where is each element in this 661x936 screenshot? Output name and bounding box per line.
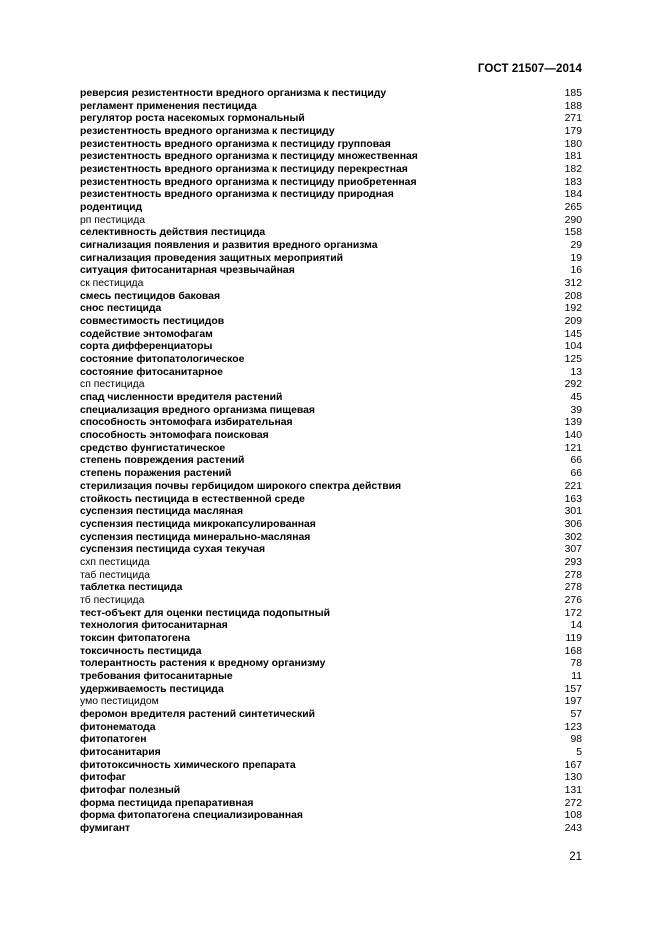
- index-term: резистентность вредного организма к пестициду приобретенная: [80, 176, 417, 188]
- index-entry: [80, 367, 582, 380]
- index-entry: [80, 379, 582, 392]
- index-entry: [80, 101, 582, 114]
- index-page-ref: 208: [564, 290, 582, 302]
- index-page-ref: 302: [564, 531, 582, 543]
- index-page-ref: 188: [564, 100, 582, 112]
- index-entry: [80, 405, 582, 418]
- index-term: фитосанитария: [80, 746, 161, 758]
- index-entry: [80, 481, 582, 494]
- index-entry: [80, 582, 582, 595]
- index-term: суспензия пестицида микрокапсулированная: [80, 518, 316, 530]
- index-entry: [80, 417, 582, 430]
- page-number: 21: [569, 851, 582, 863]
- index-term: степень повреждения растений: [80, 455, 245, 467]
- index-page-ref: 184: [564, 189, 582, 201]
- index-term: феромон вредителя растений синтетический: [80, 708, 316, 720]
- index-entry: [80, 392, 582, 405]
- index-term: суспензия пестицида минерально-масляная: [80, 531, 311, 543]
- index-entry: [80, 303, 582, 316]
- index-entry: [80, 646, 582, 659]
- index-page-ref: 209: [564, 316, 582, 328]
- index-entry: [80, 278, 582, 291]
- index-term: схп пестицида: [80, 556, 150, 568]
- index-page-ref: 180: [564, 138, 582, 150]
- index-page-ref: 119: [565, 632, 582, 644]
- index-entry: [80, 316, 582, 329]
- index-entry: [80, 164, 582, 177]
- index-entry: [80, 240, 582, 253]
- index-term: регламент применения пестицида: [80, 100, 257, 112]
- index-page-ref: 221: [564, 480, 582, 492]
- index-page-ref: 131: [564, 784, 582, 796]
- index-term: резистентность вредного организма к пестициду природная: [80, 189, 394, 201]
- index-term: сигнализация появления и развития вредного организма: [80, 240, 378, 252]
- index-term: толерантность растения к вредному организму: [80, 658, 326, 670]
- index-entry: [80, 532, 582, 545]
- index-term: совместимость пестицидов: [80, 316, 225, 328]
- index-term: селективность действия пестицида: [80, 227, 266, 239]
- index-entry: [80, 151, 582, 164]
- index-entry: [80, 253, 582, 266]
- index-term: фумигант: [80, 822, 131, 834]
- index-term: сп пестицида: [80, 379, 145, 391]
- index-page-ref: 307: [564, 544, 582, 556]
- index-entry: [80, 620, 582, 633]
- index-page-ref: 276: [564, 594, 582, 606]
- index-page-ref: 292: [564, 379, 582, 391]
- index-entry: [80, 734, 582, 747]
- index-page-ref: 5: [576, 746, 582, 758]
- index-entry: [80, 506, 582, 519]
- index-entry: [80, 658, 582, 671]
- index-page-ref: 57: [570, 708, 582, 720]
- index-page-ref: 14: [570, 620, 582, 632]
- index-entry: [80, 798, 582, 811]
- index-term: стерилизация почвы гербицидом широкого спектра действия: [80, 480, 402, 492]
- index-page-ref: 272: [564, 797, 582, 809]
- index-term: резистентность вредного организма к пестициду групповая: [80, 138, 391, 150]
- index-term: специализация вредного организма пищевая: [80, 404, 315, 416]
- index-entry: [80, 189, 582, 202]
- index-term: ситуация фитосанитарная чрезвычайная: [80, 265, 295, 277]
- index-entry: [80, 747, 582, 760]
- index-term: технология фитосанитарная: [80, 620, 228, 632]
- index-page-ref: 290: [564, 214, 582, 226]
- index-entry: [80, 696, 582, 709]
- index-page-ref: 179: [564, 126, 582, 138]
- index-page-ref: 278: [564, 582, 582, 594]
- index-term: регулятор роста насекомых гормональный: [80, 113, 305, 125]
- index-term: спад численности вредителя растений: [80, 392, 283, 404]
- index-entry: [80, 760, 582, 773]
- index-page-ref: 181: [564, 151, 582, 163]
- index-page-ref: 16: [570, 265, 582, 277]
- index-term: средство фунгистатическое: [80, 442, 226, 454]
- index-page-ref: 182: [564, 164, 582, 176]
- index-entry: [80, 684, 582, 697]
- index-page-ref: 29: [570, 240, 582, 252]
- index-page-ref: 121: [564, 442, 582, 454]
- index-page-ref: 168: [564, 645, 582, 657]
- index-term: способность энтомофага поисковая: [80, 430, 269, 442]
- index-term: форма фитопатогена специализированная: [80, 810, 303, 822]
- index-entry: [80, 785, 582, 798]
- index-page-ref: 265: [564, 202, 582, 214]
- index-term: родентицид: [80, 202, 143, 214]
- index-page-ref: 197: [564, 696, 582, 708]
- index-entry: [80, 341, 582, 354]
- index-page-ref: 66: [570, 468, 582, 480]
- index-entry: [80, 227, 582, 240]
- index-page-ref: 172: [564, 607, 582, 619]
- index-term: смесь пестицидов баковая: [80, 290, 221, 302]
- index-term: удерживаемость пестицида: [80, 683, 224, 695]
- index-term: форма пестицида препаративная: [80, 797, 254, 809]
- index-entry: [80, 430, 582, 443]
- index-page-ref: 271: [564, 113, 582, 125]
- index-entry: [80, 126, 582, 139]
- index-term: реверсия резистентности вредного организма к пестициду: [80, 88, 387, 99]
- index-entry: [80, 544, 582, 557]
- document-header: ГОСТ 21507—2014: [477, 63, 582, 75]
- index-entry: [80, 202, 582, 215]
- index-term: рп пестицида: [80, 214, 146, 226]
- index-page-ref: 301: [564, 506, 582, 518]
- index-entry: [80, 468, 582, 481]
- index-page-ref: 192: [564, 303, 582, 315]
- index-term: резистентность вредного организма к пестициду: [80, 126, 335, 138]
- index-page-ref: 139: [564, 417, 582, 429]
- index-page-ref: 312: [564, 278, 582, 290]
- index-entry: [80, 113, 582, 126]
- index-entry: [80, 595, 582, 608]
- index-entry: [80, 557, 582, 570]
- index-term: фитотоксичность химического препарата: [80, 759, 296, 771]
- index-page-ref: 66: [570, 455, 582, 467]
- index-page-ref: 104: [564, 341, 582, 353]
- index-term: таблетка пестицида: [80, 582, 183, 594]
- term-index-list: [80, 88, 582, 836]
- index-page-ref: 19: [570, 252, 582, 264]
- index-term: резистентность вредного организма к пестициду перекрестная: [80, 164, 408, 176]
- index-page-ref: 39: [570, 404, 582, 416]
- index-entry: [80, 823, 582, 836]
- index-page-ref: 98: [570, 734, 582, 746]
- index-entry: [80, 570, 582, 583]
- index-entry: [80, 329, 582, 342]
- index-term: токсин фитопатогена: [80, 632, 190, 644]
- index-entry: [80, 494, 582, 507]
- index-entry: [80, 519, 582, 532]
- index-page-ref: 243: [564, 822, 582, 834]
- index-term: суспензия пестицида масляная: [80, 506, 244, 518]
- index-page-ref: 183: [564, 176, 582, 188]
- index-entry: [80, 722, 582, 735]
- index-page-ref: 125: [564, 354, 582, 366]
- index-term: требования фитосанитарные: [80, 670, 233, 682]
- index-page-ref: 78: [570, 658, 582, 670]
- index-term: состояние фитопатологическое: [80, 354, 245, 366]
- index-page-ref: 157: [564, 683, 582, 695]
- index-term: ск пестицида: [80, 278, 144, 290]
- index-entry: [80, 633, 582, 646]
- index-term: фитофаг: [80, 772, 126, 784]
- index-page-ref: 145: [564, 328, 582, 340]
- index-page-ref: 140: [564, 430, 582, 442]
- index-entry: [80, 291, 582, 304]
- index-entry: [80, 810, 582, 823]
- index-entry: [80, 709, 582, 722]
- index-entry: [80, 443, 582, 456]
- index-entry: [80, 215, 582, 228]
- index-term: состояние фитосанитарное: [80, 366, 223, 378]
- index-term: содействие энтомофагам: [80, 328, 213, 340]
- index-entry: [80, 265, 582, 278]
- index-term: фитопатоген: [80, 734, 147, 746]
- index-term: тб пестицида: [80, 594, 145, 606]
- index-page-ref: 278: [564, 569, 582, 581]
- index-page-ref: 163: [564, 493, 582, 505]
- index-term: стойкость пестицида в естественной среде: [80, 493, 305, 505]
- index-term: таб пестицида: [80, 569, 151, 581]
- index-page-ref: 293: [564, 556, 582, 568]
- index-entry: [80, 455, 582, 468]
- index-entry: [80, 88, 582, 101]
- index-entry: [80, 608, 582, 621]
- index-term: сигнализация проведения защитных мероприятий: [80, 252, 344, 264]
- index-page-ref: 306: [564, 518, 582, 530]
- index-term: умо пестицидом: [80, 696, 159, 708]
- index-term: суспензия пестицида сухая текучая: [80, 544, 266, 556]
- index-term: сорта дифференциаторы: [80, 341, 213, 353]
- index-entry: [80, 772, 582, 785]
- index-page-ref: 123: [564, 721, 582, 733]
- index-page-ref: 167: [564, 759, 582, 771]
- index-term: резистентность вредного организма к пестициду множественная: [80, 151, 418, 163]
- index-entry: [80, 177, 582, 190]
- index-term: тест-объект для оценки пестицида подопытный: [80, 607, 331, 619]
- index-page-ref: 158: [564, 227, 582, 239]
- index-term: степень поражения растений: [80, 468, 232, 480]
- index-page-ref: 130: [564, 772, 582, 784]
- index-term: способность энтомофага избирательная: [80, 417, 293, 429]
- index-page-ref: 11: [571, 670, 582, 682]
- index-page-ref: 45: [570, 392, 582, 404]
- index-page-ref: 108: [564, 810, 582, 822]
- index-term: фитонематода: [80, 721, 156, 733]
- index-entry: [80, 354, 582, 367]
- index-entry: [80, 671, 582, 684]
- index-term: снос пестицида: [80, 303, 162, 315]
- index-page-ref: 13: [570, 366, 582, 378]
- index-term: токсичность пестицида: [80, 645, 202, 657]
- index-page-ref: 185: [564, 88, 582, 99]
- index-entry: [80, 139, 582, 152]
- index-term: фитофаг полезный: [80, 784, 181, 796]
